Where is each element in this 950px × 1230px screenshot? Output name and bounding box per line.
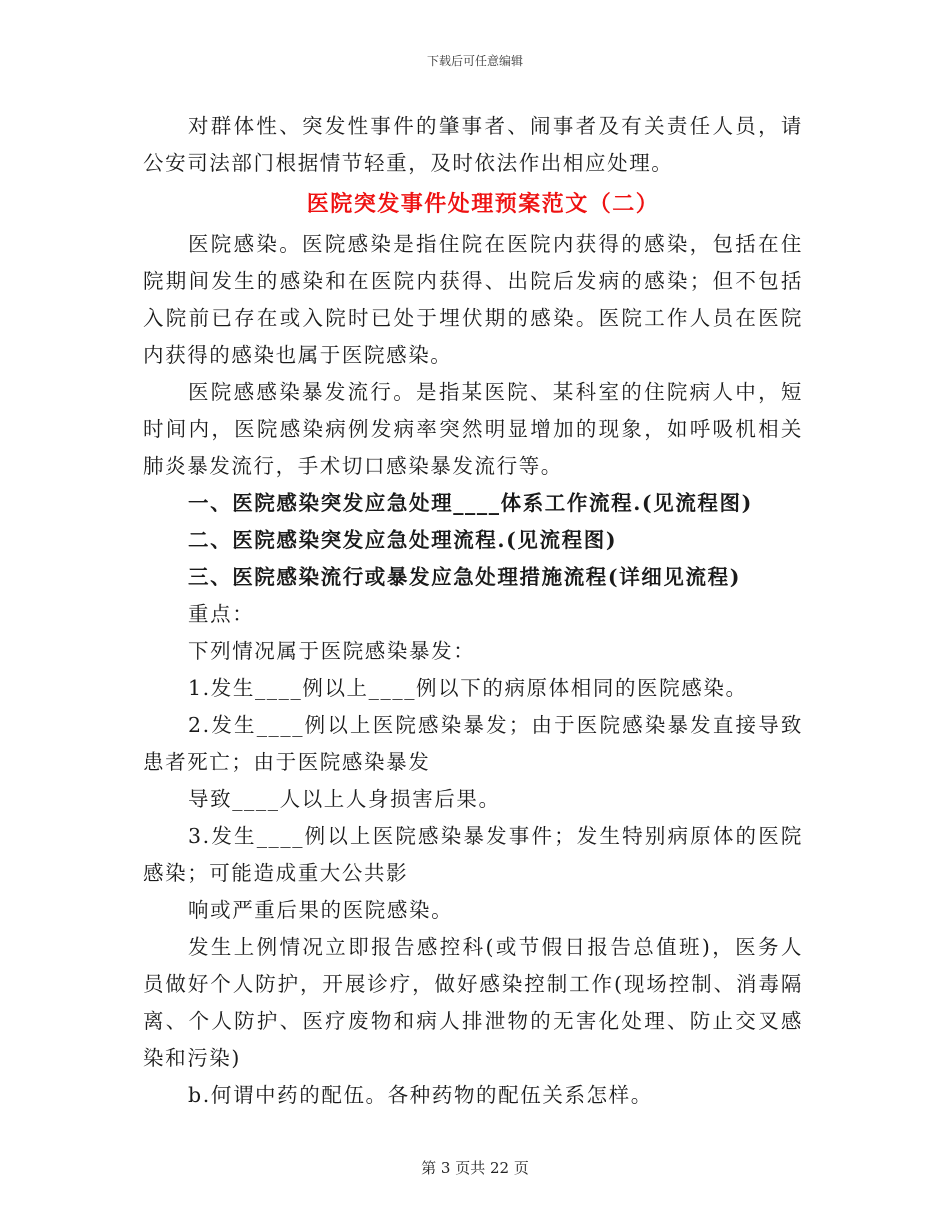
paragraph: 发生上例情况立即报告感控科(或节假日报告总值班)，医务人员做好个人防护，开展诊疗，做好感染控制工作(现场控制、消毒隔离、个人防护、医疗废物和病人排泄物的无害化处理、防止交叉感染和污染) <box>143 935 803 1070</box>
list-item-continuation: 导致____人以上人身损害后果。 <box>188 787 501 811</box>
page-footer: 第 3 页共 22 页 <box>421 1159 529 1177</box>
paragraph: b.何谓中药的配伍。各种药物的配伍关系怎样。 <box>188 1083 653 1107</box>
page-header: 下载后可任意编辑 <box>426 54 523 68</box>
section-title: 医院突发事件处理预案范文（二） <box>306 191 660 217</box>
list-item: 3.发生____例以上医院感染暴发事件；发生特别病原体的医院感染；可能造成重大公共影 <box>143 824 803 885</box>
paragraph: 医院感感染暴发流行。是指某医院、某科室的住院病人中，短时间内，医院感染病例发病率突然明显增加的现象，如呼吸机相关肺炎暴发流行，手术切口感染暴发流行等。 <box>143 380 803 478</box>
heading-3: 三、医院感染流行或暴发应急处理措施流程(详细见流程) <box>188 565 741 589</box>
paragraph: 重点： <box>188 602 255 626</box>
paragraph: 对群体性、突发性事件的肇事者、闹事者及有关责任人员，请公安司法部门根据情节轻重，及时依法作出相应处理。 <box>143 114 803 175</box>
heading-2: 二、医院感染突发应急处理流程.(见流程图) <box>188 528 618 552</box>
paragraph: 医院感染。医院感染是指住院在医院内获得的感染，包括在住院期间发生的感染和在医院内获得、出院后发病的感染；但不包括入院前已存在或入院时已处于埋伏期的感染。医院工作人员在医院内获得的感染也属于医院感染。 <box>143 232 803 367</box>
list-item-continuation: 响或严重后果的医院感染。 <box>188 898 454 922</box>
heading-1: 一、医院感染突发应急处理____体系工作流程.(见流程图) <box>188 491 753 515</box>
paragraph: 下列情况属于医院感染暴发： <box>188 639 476 663</box>
list-item: 1.发生____例以上____例以下的病原体相同的医院感染。 <box>188 676 748 700</box>
document-body <box>143 108 803 1114</box>
list-item: 2.发生____例以上医院感染暴发；由于医院感染暴发直接导致患者死亡；由于医院感染暴发 <box>143 713 803 774</box>
